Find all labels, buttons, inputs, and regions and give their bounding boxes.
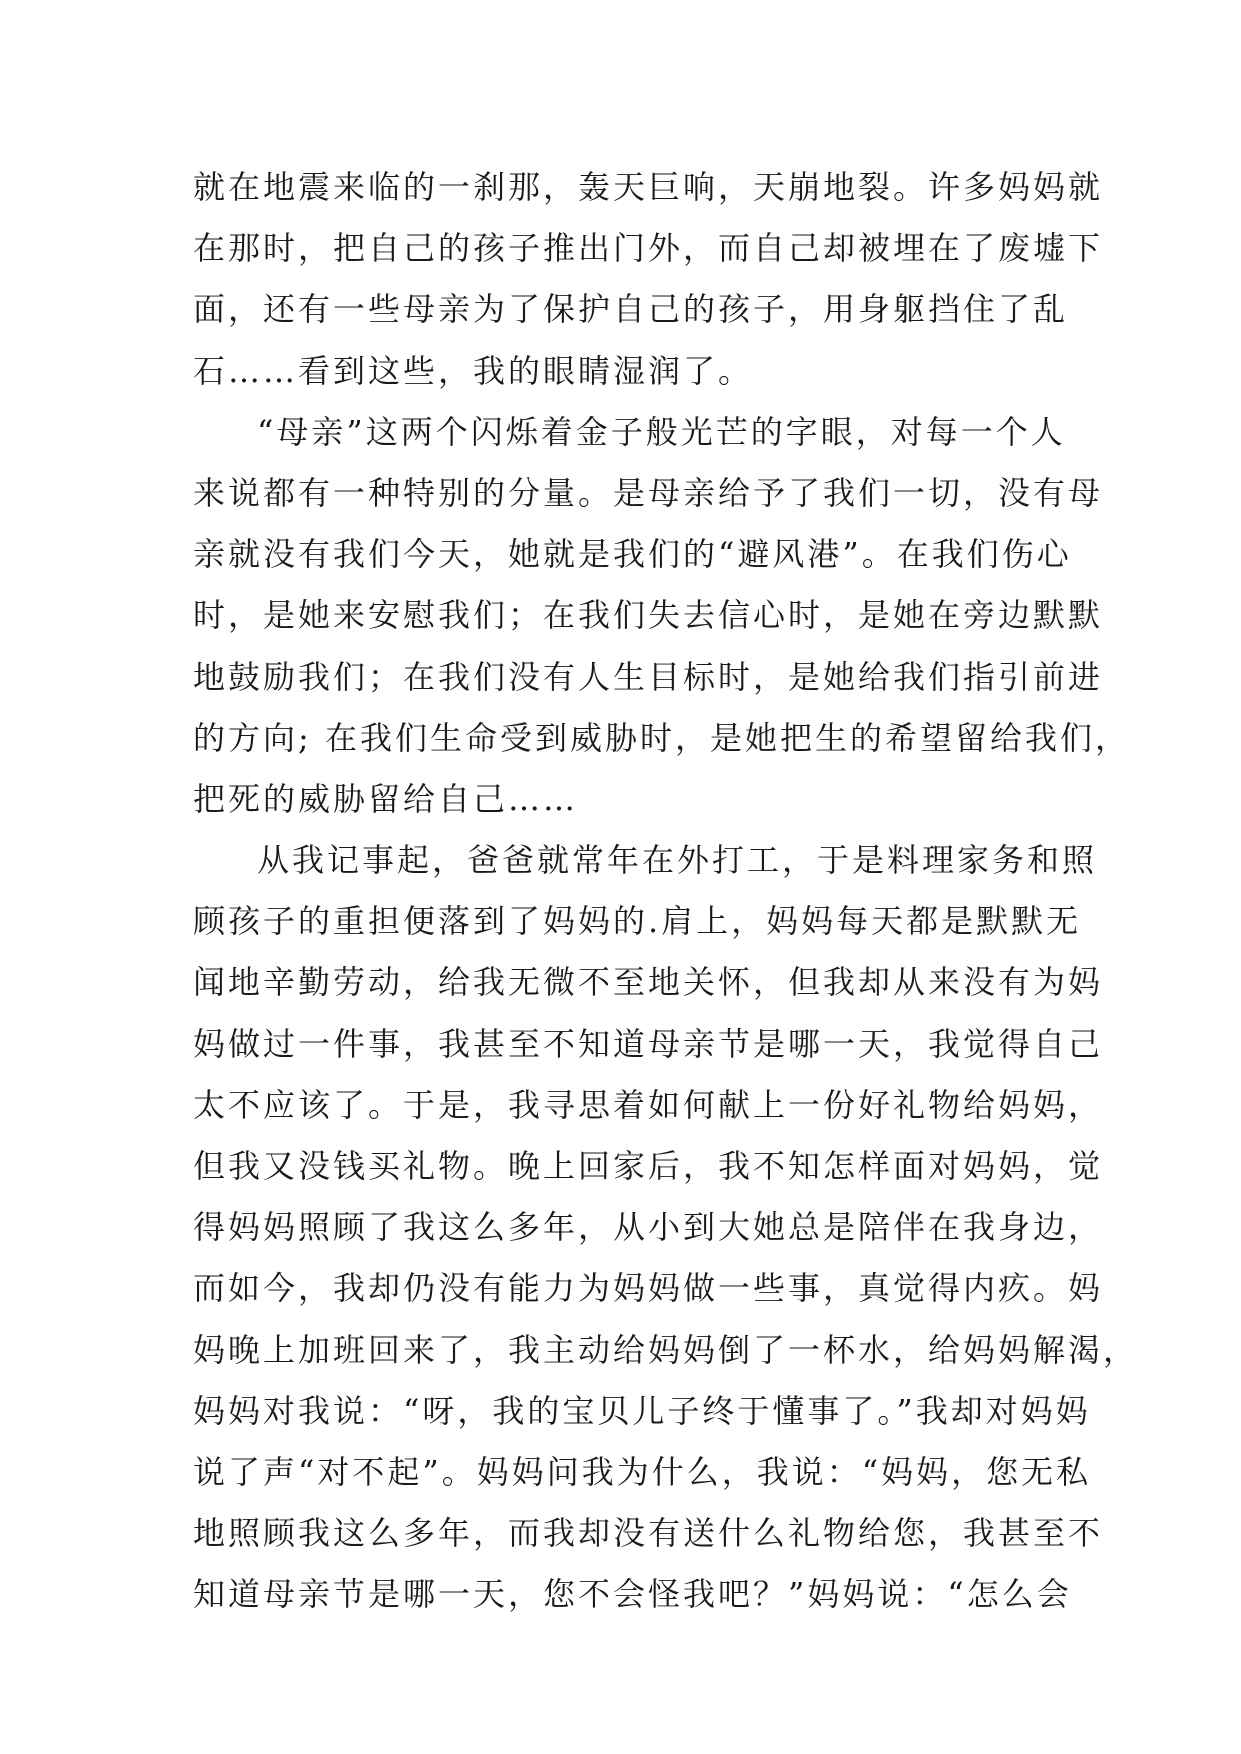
text-line: 说了声“对不起”。妈妈问我为什么，我说：“妈妈，您无私 xyxy=(193,1452,1092,1491)
paragraph xyxy=(193,402,1130,830)
text-line: “母亲”这两个闪烁着金子般光芒的字眼，对每一个人 xyxy=(257,412,1066,451)
text-line: 从我记事起，爸爸就常年在外打工，于是料理家务和照 xyxy=(257,841,1098,880)
paragraph xyxy=(193,830,1139,1625)
text-line: 顾孩子的重担便落到了妈妈的.肩上，妈妈每天都是默默无 xyxy=(193,902,1082,941)
text-line: 得妈妈照顾了我这么多年，从小到大她总是陪伴在我身边， xyxy=(193,1208,1104,1247)
body-text xyxy=(193,157,1139,1626)
text-line: 地照顾我这么多年，而我却没有送什么礼物给您，我甚至不 xyxy=(193,1514,1104,1553)
text-line: 石……看到这些，我的眼睛湿润了。 xyxy=(193,351,754,390)
text-line: 太不应该了。于是，我寻思着如何献上一份好礼物给妈妈， xyxy=(193,1085,1104,1124)
text-line: 把死的威胁留给自己…… xyxy=(193,779,579,818)
text-line: 但我又没钱买礼物。晚上回家后，我不知怎样面对妈妈，觉 xyxy=(193,1147,1104,1185)
text-line: 的方向; 在我们生命受到威胁时，是她把生的希望留给我们， xyxy=(193,718,1130,757)
text-line: 地鼓励我们；在我们没有人生目标时，是她给我们指引前进 xyxy=(193,657,1104,696)
text-line: 在那时，把自己的孩子推出门外，而自己却被埋在了废墟下 xyxy=(193,229,1104,268)
text-line: 妈做过一件事，我甚至不知道母亲节是哪一天，我觉得自己 xyxy=(193,1024,1104,1063)
text-line: 妈晚上加班回来了，我主动给妈妈倒了一杯水，给妈妈解渴， xyxy=(193,1330,1139,1369)
text-line: 来说都有一种特别的分量。是母亲给予了我们一切，没有母 xyxy=(193,473,1104,512)
text-line: 就在地震来临的一刹那，轰天巨响，天崩地裂。许多妈妈就 xyxy=(193,168,1104,206)
text-line: 知道母亲节是哪一天，您不会怪我吧？”妈妈说：“怎么会 xyxy=(193,1575,1072,1614)
text-line: 闻地辛勤劳动，给我无微不至地关怀，但我却从来没有为妈 xyxy=(193,963,1104,1002)
text-line: 时，是她来安慰我们；在我们失去信心时，是她在旁边默默 xyxy=(193,596,1104,635)
text-line: 妈妈对我说：“呀，我的宝贝儿子终于懂事了。”我却对妈妈 xyxy=(193,1391,1091,1430)
paragraph xyxy=(193,157,1104,402)
text-line: 面，还有一些母亲为了保护自己的孩子，用身躯挡住了乱 xyxy=(193,290,1069,329)
text-line: 亲就没有我们今天，她就是我们的“避风港”。在我们伤心 xyxy=(193,535,1072,574)
text-line: 而如今，我却仍没有能力为妈妈做一些事，真觉得内疚。妈 xyxy=(193,1269,1104,1308)
